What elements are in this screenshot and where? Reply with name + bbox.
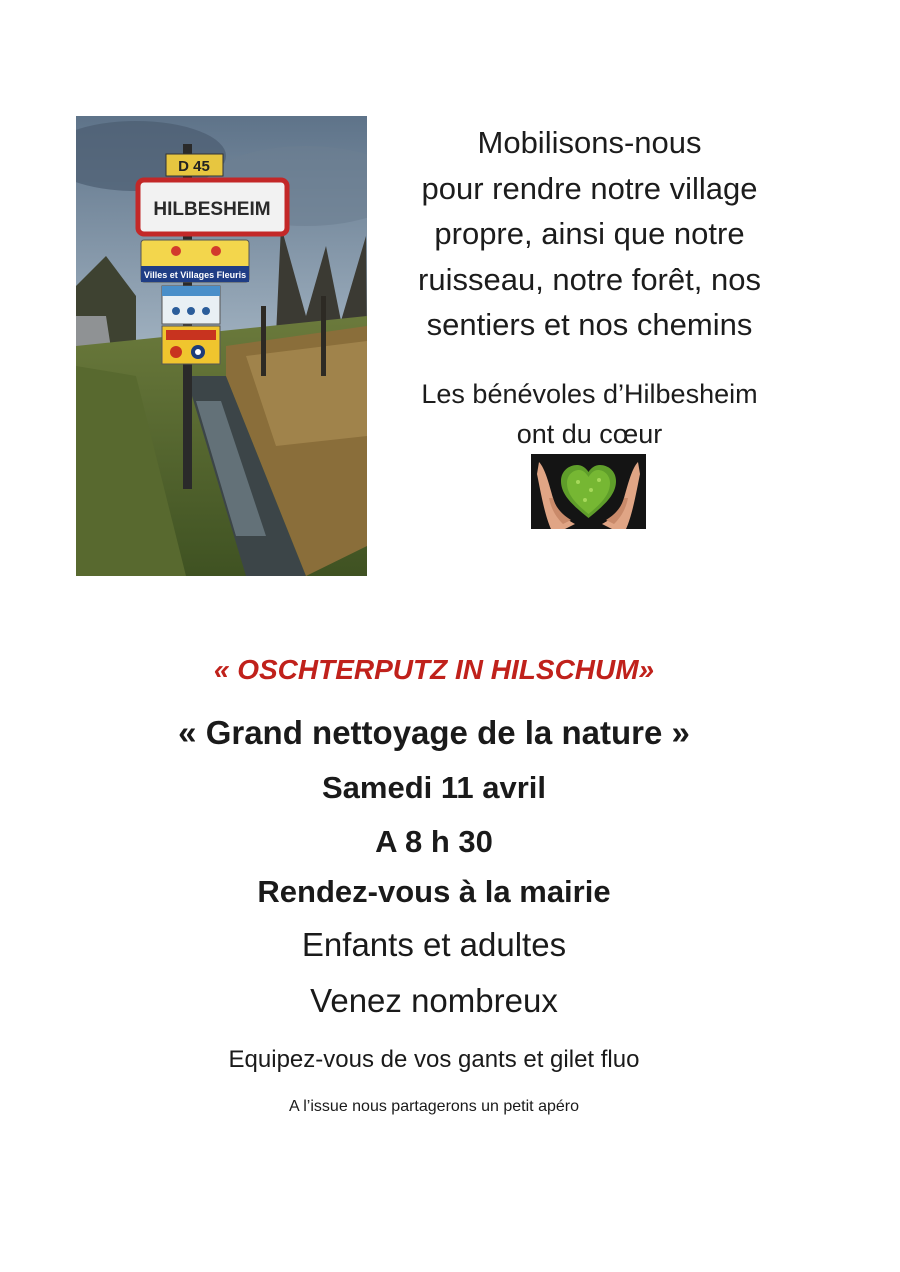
- event-date: Samedi 11 avril: [321, 770, 547, 805]
- call-to-action: Venez nombreux: [310, 982, 558, 1019]
- hands-heart-icon: [531, 454, 646, 529]
- intro-line: Mobilisons-nous: [477, 125, 702, 160]
- flowers-sign-text: Villes et Villages Fleuris: [143, 270, 247, 280]
- intro-line: propre, ainsi que notre: [434, 216, 745, 251]
- equipment-note: Equipez-vous de vos gants et gilet fluo: [228, 1046, 640, 1073]
- volunteers-line: ont du cœur: [516, 419, 663, 449]
- intro-text: [392, 120, 787, 348]
- event-title: « OSCHTERPUTZ IN HILSCHUM»: [213, 654, 655, 685]
- audience-text: Enfants et adultes: [301, 926, 567, 963]
- intro-line: pour rendre notre village: [421, 170, 758, 206]
- village-sign-photo: [76, 116, 367, 576]
- volunteers-text: [392, 374, 787, 454]
- meeting-point: Rendez-vous à la mairie: [257, 874, 611, 909]
- town-sign-text: HILBESHEIM: [153, 199, 271, 220]
- intro-line: sentiers et nos chemins: [426, 307, 753, 342]
- intro-line: ruisseau, notre forêt, nos: [418, 261, 761, 297]
- volunteers-line: Les bénévoles d’Hilbesheim: [421, 379, 758, 409]
- aperitif-note: A l’issue nous partagerons un petit apéro: [289, 1098, 579, 1115]
- event-subtitle: « Grand nettoyage de la nature »: [178, 714, 690, 751]
- event-time: A 8 h 30: [375, 824, 493, 859]
- road-number-text: D 45: [178, 158, 210, 175]
